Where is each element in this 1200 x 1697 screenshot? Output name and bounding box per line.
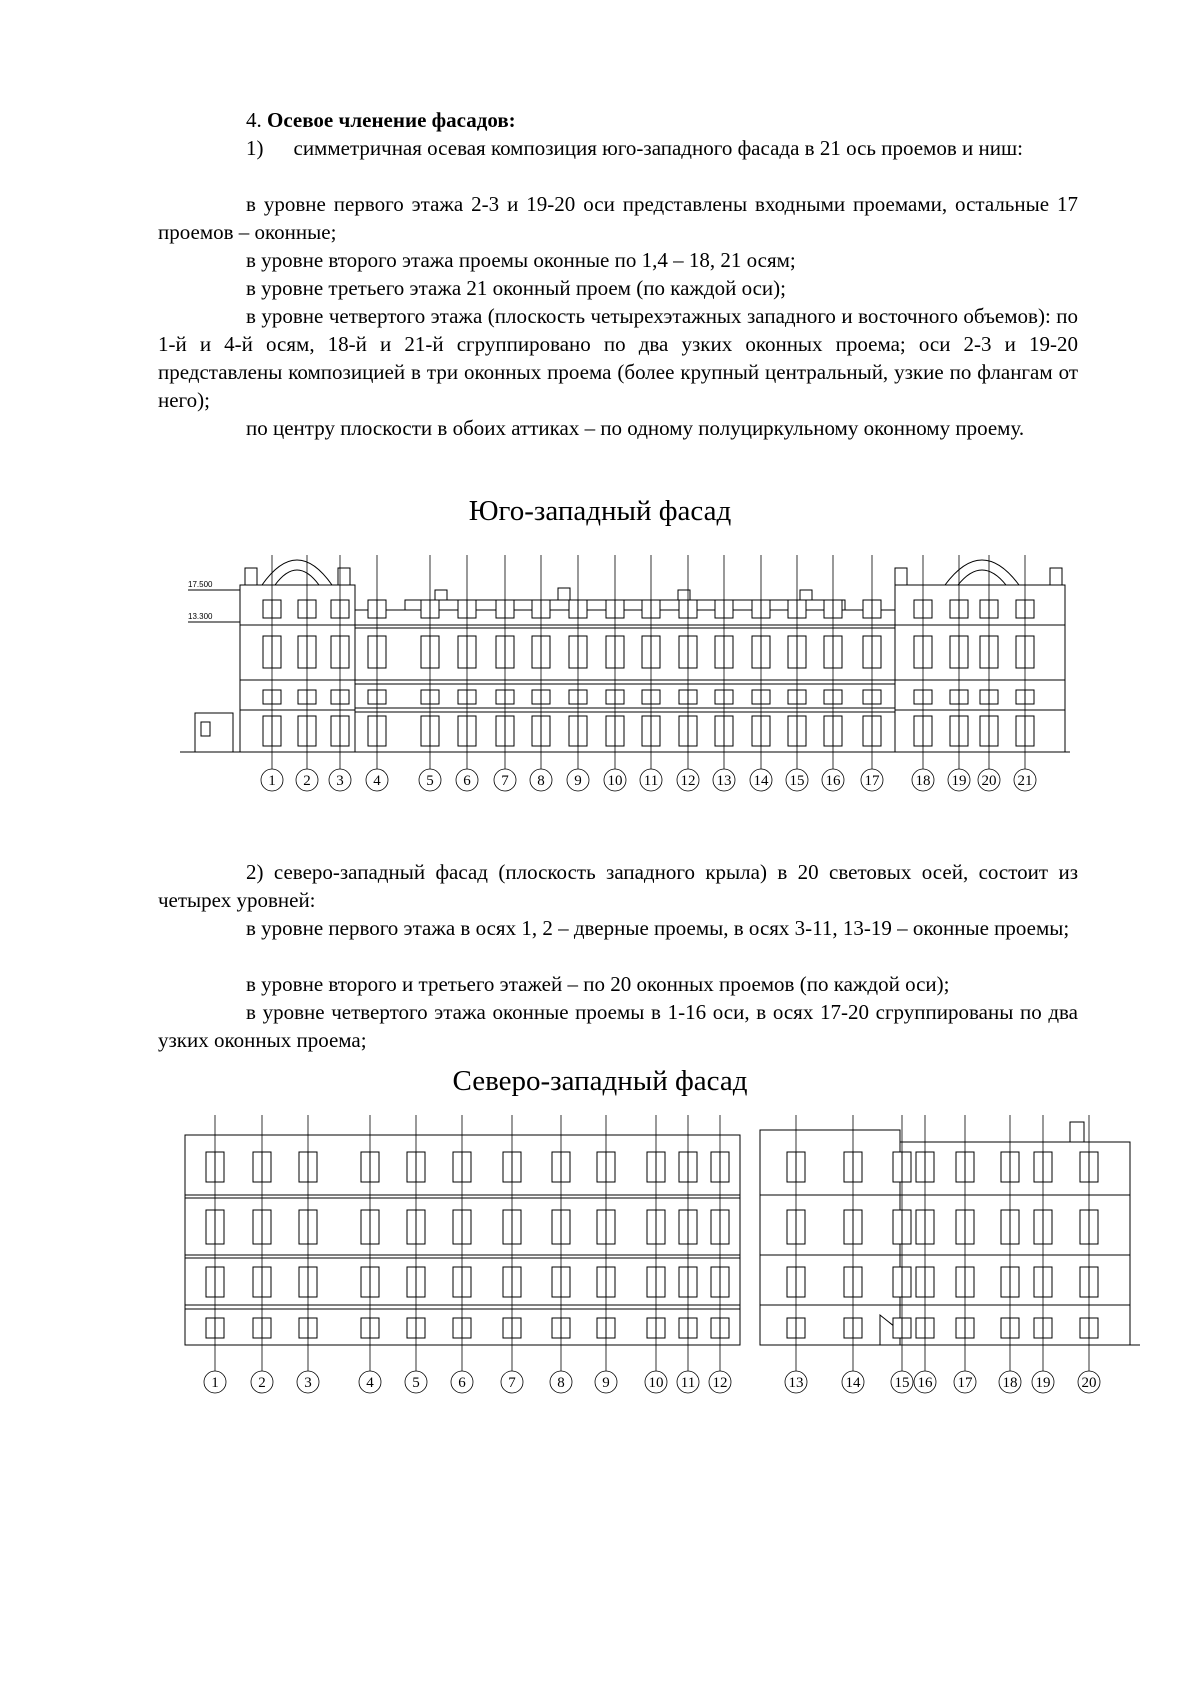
figure2-title: Северо-западный фасад bbox=[452, 1065, 748, 1097]
section2-paragraph-floor23: в уровне второго и третьего этажей – по 20 оконных проемов (по каждой оси); bbox=[246, 972, 950, 996]
axis-label: 21 bbox=[1017, 773, 1033, 789]
axis-label: 1 bbox=[268, 773, 276, 789]
level-mark-upper: 17.500 bbox=[188, 580, 213, 589]
section-title: Осевое членение фасадов: bbox=[267, 108, 516, 132]
item1-marker: 1) bbox=[246, 136, 264, 160]
northwest-facade-drawing bbox=[0, 1110, 1200, 1400]
axis-label: 18 bbox=[1002, 1375, 1018, 1391]
axis-label: 11 bbox=[680, 1375, 696, 1391]
paragraph-floor3: в уровне третьего этажа 21 оконный проем (по каждой оси); bbox=[246, 276, 787, 300]
axis-label: 5 bbox=[412, 1375, 420, 1391]
axis-label: 15 bbox=[894, 1375, 910, 1391]
axis-label: 14 bbox=[753, 773, 769, 789]
paragraph-floor1: в уровне первого этажа 2-3 и 19-20 оси представлены входными проемами, остальные 17 проемов – оконные; bbox=[158, 192, 1078, 244]
paragraph-floor4: в уровне четвертого этажа (плоскость четырехэтажных западного и восточного объемов): по 1-й и 4-й осям, 18-й и 21-й сгруппировано по два узких оконных проема; оси 2-3 и 19-20 представлены композицией в три оконных проема (более крупный центральный, узкие по флангам от него); bbox=[158, 304, 1078, 412]
section-number: 4. bbox=[246, 108, 262, 132]
southwest-facade-svg bbox=[0, 540, 1200, 805]
southwest-facade-drawing bbox=[0, 540, 1200, 805]
axis-label: 6 bbox=[463, 773, 471, 789]
axis-label: 17 bbox=[957, 1375, 973, 1391]
axis-label: 3 bbox=[304, 1375, 312, 1391]
axis-label: 4 bbox=[366, 1375, 374, 1391]
axis-label: 13 bbox=[716, 773, 732, 789]
axis-label: 16 bbox=[917, 1375, 933, 1391]
section-heading bbox=[158, 106, 1078, 134]
axis-label: 2 bbox=[303, 773, 311, 789]
axis-label: 6 bbox=[458, 1375, 466, 1391]
axis-label: 2 bbox=[258, 1375, 266, 1391]
axis-label: 12 bbox=[680, 773, 696, 789]
section2-paragraph-intro: 2) северо-западный фасад (плоскость западного крыла) в 20 световых осей, состоит из четырех уровней: bbox=[158, 860, 1078, 912]
northwest-facade-svg bbox=[0, 1110, 1200, 1400]
axis-label: 7 bbox=[508, 1375, 516, 1391]
item1-text: симметричная осевая композиция юго-западного фасада в 21 ось проемов и ниш: bbox=[293, 136, 1023, 160]
axis-label: 19 bbox=[1035, 1375, 1051, 1391]
axis-label: 8 bbox=[537, 773, 545, 789]
paragraph-floor2: в уровне второго этажа проемы оконные по 1,4 – 18, 21 осям; bbox=[246, 248, 796, 272]
axis-label: 14 bbox=[845, 1375, 861, 1391]
axis-label: 17 bbox=[864, 773, 880, 789]
axis-label: 4 bbox=[373, 773, 381, 789]
axis-label: 20 bbox=[1081, 1375, 1097, 1391]
axis-label: 9 bbox=[574, 773, 582, 789]
axis-label: 13 bbox=[788, 1375, 804, 1391]
axis-label: 20 bbox=[981, 773, 997, 789]
level-mark-lower: 13.300 bbox=[188, 612, 213, 621]
axis-label: 18 bbox=[915, 773, 931, 789]
axis-label: 5 bbox=[426, 773, 434, 789]
axis-label: 7 bbox=[501, 773, 509, 789]
axis-label: 11 bbox=[643, 773, 659, 789]
axis-label: 15 bbox=[789, 773, 805, 789]
figure1-title: Юго-западный фасад bbox=[468, 495, 732, 527]
section2-paragraph-floor4: в уровне четвертого этажа оконные проемы в 1-16 оси, в осях 17-20 сгруппированы по два узких оконных проема; bbox=[158, 1000, 1078, 1052]
axis-label: 10 bbox=[648, 1375, 664, 1391]
axis-label: 12 bbox=[712, 1375, 728, 1391]
paragraph-attic: по центру плоскости в обоих аттиках – по одному полуциркульному оконному проему. bbox=[246, 416, 1025, 440]
axis-label: 16 bbox=[825, 773, 841, 789]
axis-label: 10 bbox=[607, 773, 623, 789]
axis-label: 1 bbox=[211, 1375, 219, 1391]
item1-paragraph bbox=[158, 134, 1078, 162]
axis-label: 3 bbox=[336, 773, 344, 789]
axis-label: 9 bbox=[602, 1375, 610, 1391]
section2-paragraph-floor1: в уровне первого этажа в осях 1, 2 – дверные проемы, в осях 3-11, 13-19 – оконные проемы; bbox=[246, 916, 1070, 940]
axis-label: 8 bbox=[557, 1375, 565, 1391]
axis-label: 19 bbox=[951, 773, 967, 789]
